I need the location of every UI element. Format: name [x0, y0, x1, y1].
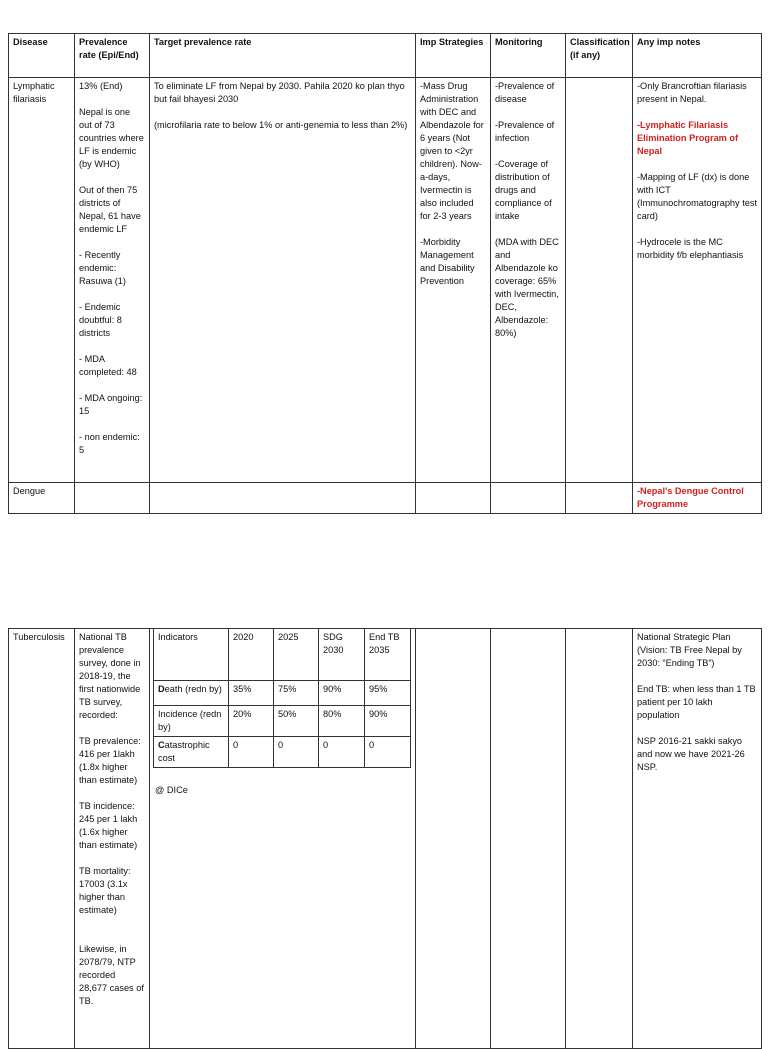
label-initial: D	[158, 684, 165, 694]
dice-note: @ DICe	[155, 785, 188, 795]
indicator-value: 90%	[365, 706, 411, 737]
empty-cell	[150, 483, 416, 514]
header-cell: Target prevalence rate	[150, 34, 416, 78]
indicator-label	[154, 706, 229, 737]
disease-name: Tuberculosis	[9, 629, 75, 1049]
indicator-row	[154, 681, 411, 706]
notes-cell: National Strategic Plan (Vision: TB Free Nepal by 2030: “Ending TB”) End TB: when less than 1 TB patient per 10 lakh population NSP 2016-21 sakki sakyo and now we have 2021-26 NSP.	[633, 629, 762, 1049]
indicator-value: 95%	[365, 681, 411, 706]
indicator-value: 80%	[319, 706, 365, 737]
strategies-cell: -Mass Drug Administration with DEC and Albendazole for 6 years (Not given to <2yr children). Now-a-days, Ivermectin is also included for 2-3 years -Morbidity Management and Disability Prevention	[416, 78, 491, 483]
empty-cell	[75, 483, 150, 514]
disease-name: Lymphatic filariasis	[9, 78, 75, 483]
table-row	[9, 78, 762, 483]
empty-cell	[416, 629, 491, 1049]
indicator-value: 0	[274, 737, 319, 768]
header-cell: Disease	[9, 34, 75, 78]
indicator-value: 75%	[274, 681, 319, 706]
empty-cell	[416, 483, 491, 514]
indicators-table	[153, 628, 411, 768]
notes-text: -Only Brancroftian filariasis present in Nepal.	[637, 81, 750, 104]
indicator-header: Indicators	[154, 629, 229, 681]
indicator-label	[154, 681, 229, 706]
disease-name: Dengue	[9, 483, 75, 514]
monitoring-cell: -Prevalence of disease -Prevalence of infection -Coverage of distribution of drugs and compliance of intake (MDA with DEC and Albendazole ko coverage: 65% with Ivermectin, DEC, Albendazole: 80%)	[491, 78, 566, 483]
indicator-value: 0	[319, 737, 365, 768]
label-rest: eath (redn by)	[164, 684, 222, 694]
indicator-value: 20%	[229, 706, 274, 737]
indicator-value: 90%	[319, 681, 365, 706]
disease-table	[8, 33, 762, 514]
table-row	[9, 483, 762, 514]
empty-cell	[566, 629, 633, 1049]
empty-cell	[491, 483, 566, 514]
empty-cell	[566, 483, 633, 514]
indicator-header-row	[154, 629, 411, 681]
indicator-header: 2025	[274, 629, 319, 681]
header-cell: Imp Strategies	[416, 34, 491, 78]
classification-cell	[566, 78, 633, 483]
prevalence-cell: 13% (End) Nepal is one out of 73 countries where LF is endemic (by WHO) Out of then 75 districts of Nepal, 61 have endemic LF - Recently endemic: Rasuwa (1) - Endemic doubtful: 8 districts - MDA completed: 48 - MDA ongoing: 15 - non endemic: 5	[75, 78, 150, 483]
label-rest: Incidence (redn by)	[158, 709, 222, 732]
indicator-value: 0	[229, 737, 274, 768]
program-title: -Lymphatic Filariasis Elimination Program of Nepal	[637, 120, 741, 156]
program-title: -Nepal's Dengue Control Programme	[633, 483, 762, 514]
indicator-header: SDG 2030	[319, 629, 365, 681]
target-cell: To eliminate LF from Nepal by 2030. Pahila 2020 ko plan thyo but fail bhayesi 2030 (microfilaria rate to below 1% or anti-genemia to less than 2%)	[150, 78, 416, 483]
label-initial: C	[158, 740, 165, 750]
indicator-label	[154, 737, 229, 768]
indicator-value: 50%	[274, 706, 319, 737]
empty-cell	[491, 629, 566, 1049]
notes-text: -Mapping of LF (dx) is done with ICT (Immunochromatography test card) -Hydrocele is the MC morbidity f/b elephantiasis	[637, 172, 757, 260]
indicator-header: 2020	[229, 629, 274, 681]
prevalence-cell: National TB prevalence survey, done in 2018-19, the first nationwide TB survey, recorded: TB prevalence: 416 per 1lakh (1.8x higher than estimate) TB incidence: 245 per 1 lakh (1.6x higher than estimate) TB mortality: 17003 (3.1x higher than estimate) Likewise, in 2078/79, NTP recorded 28,677 cases of TB.	[75, 629, 150, 1049]
header-row	[9, 34, 762, 78]
label-rest: atastrophic cost	[158, 740, 210, 763]
header-cell: Classification (if any)	[566, 34, 633, 78]
notes-cell	[633, 78, 762, 483]
header-cell: Any imp notes	[633, 34, 762, 78]
indicator-header: End TB 2035	[365, 629, 411, 681]
indicator-value: 0	[365, 737, 411, 768]
indicator-row	[154, 737, 411, 768]
indicator-value: 35%	[229, 681, 274, 706]
indicator-row	[154, 706, 411, 737]
header-cell: Prevalence rate (Epi/End)	[75, 34, 150, 78]
header-cell: Monitoring	[491, 34, 566, 78]
